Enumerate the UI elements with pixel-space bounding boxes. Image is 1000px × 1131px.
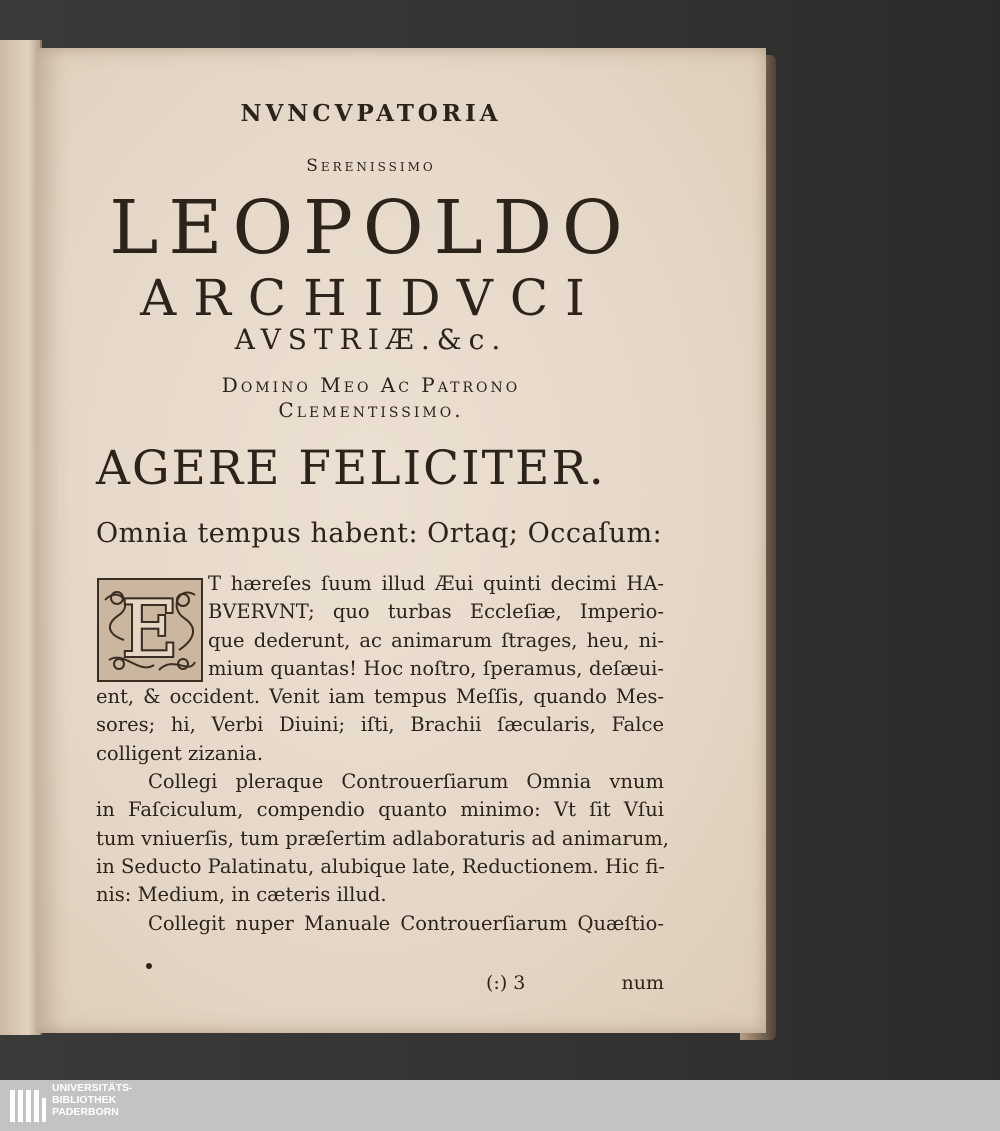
page-heading: NVNCVPATORIA bbox=[240, 100, 502, 127]
library-name-line-3: PADERBORN bbox=[52, 1106, 119, 1118]
text-line: ent, & occident. Venit iam tempus Meſſis, quando Mes- bbox=[96, 685, 664, 709]
library-name-line-1: UNIVERSITÄTS- bbox=[52, 1082, 133, 1094]
greeting: AGERE FELICITER. bbox=[96, 441, 606, 496]
text-line: sores; hi, Verbi Diuini; iſti, Brachii ſæcularis, Falce bbox=[96, 713, 664, 737]
library-footer-bar bbox=[0, 1080, 1000, 1131]
university-library-logo-icon bbox=[8, 1086, 48, 1126]
patron-line-1: Domino Meo Ac Patrono bbox=[221, 373, 521, 397]
ink-spot bbox=[146, 963, 152, 969]
text-line: tum vniuerſis, tum præſertim adlaboraturis ad animarum, bbox=[96, 826, 669, 850]
text-line: Collegit nuper Manuale Controuerſiarum Quæſtio- bbox=[148, 911, 664, 935]
catchword: num bbox=[621, 972, 664, 994]
body-text bbox=[96, 570, 669, 938]
text-line: que dederunt, ac animarum ſtrages, heu, ni- bbox=[208, 628, 664, 652]
text-line: Collegi pleraque Controuerſiarum Omnia vnum bbox=[148, 770, 664, 794]
book-page bbox=[36, 48, 766, 1033]
text-line: T hæreſes ſuum illud Æui quinti decimi HA- bbox=[208, 572, 664, 595]
text-line: nis: Medium, in cæteris illud. bbox=[96, 883, 387, 907]
text-line: BVERVNT; quo turbas Eccleſiæ, Imperio- bbox=[208, 600, 664, 624]
text-line: colligent zizania. bbox=[96, 741, 264, 765]
dedicatee-title: ARCHIDVCI bbox=[140, 269, 602, 327]
salutation: Serenissimo bbox=[306, 156, 436, 176]
text-line: in Seducto Palatinatu, alubique late, Reductionem. Hic fi- bbox=[96, 854, 665, 878]
initial-letter: E bbox=[121, 585, 179, 675]
dedicatee-name: LEOPOLDO bbox=[109, 185, 633, 271]
library-name bbox=[52, 1082, 133, 1118]
patron-line-2: Clementissimo. bbox=[278, 398, 464, 422]
library-name-line-2: BIBLIOTHEK bbox=[52, 1094, 117, 1106]
motto: Omnia tempus habent: Ortaq; Occaſum: bbox=[96, 518, 663, 549]
signature-mark: (:) 3 bbox=[486, 972, 526, 994]
text-line: mium quantas! Hoc noſtro, ſperamus, deſæui- bbox=[208, 656, 664, 680]
text-line: in Faſciculum, compendio quanto minimo: Vt ſit Vſui bbox=[96, 798, 664, 822]
dedicatee-country: AVSTRIÆ.&c. bbox=[234, 323, 508, 356]
